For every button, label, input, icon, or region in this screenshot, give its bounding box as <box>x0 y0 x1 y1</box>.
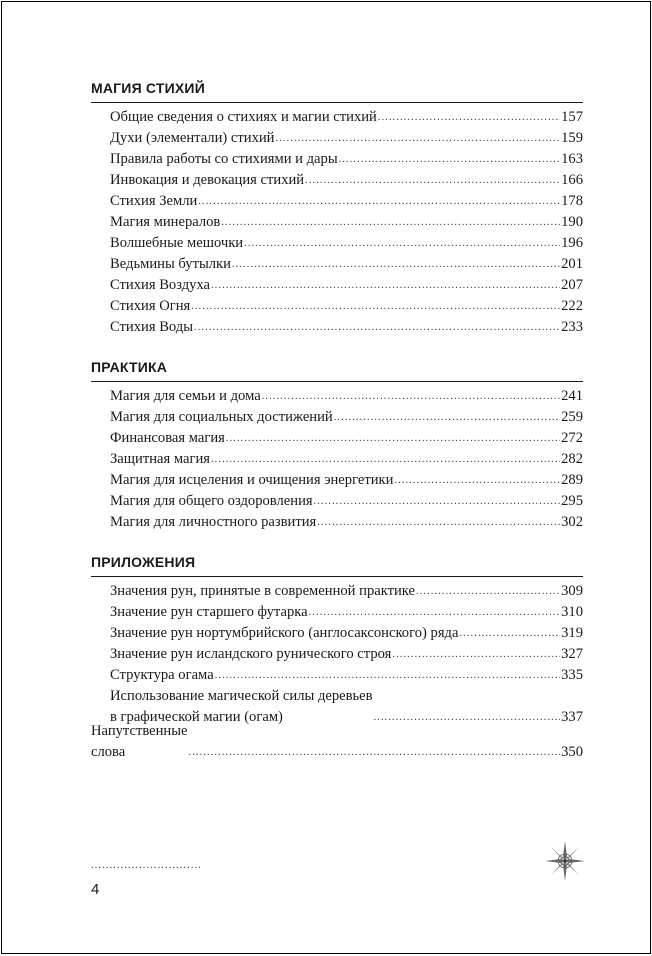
toc-entry-page: 282 <box>561 451 583 467</box>
table-of-contents <box>91 77 583 763</box>
toc-entry-page: 319 <box>561 625 583 641</box>
toc-entry-page: 241 <box>561 388 583 404</box>
toc-entry[interactable] <box>91 386 583 407</box>
toc-entry-label: Общие сведения о стихиях и магии стихий <box>110 109 377 125</box>
dot-leader <box>189 748 561 758</box>
footer-dot-rule: .............................. <box>91 860 202 871</box>
page-number: 4 <box>91 881 100 898</box>
dot-leader <box>191 302 560 312</box>
toc-entry-page: 295 <box>561 493 583 509</box>
toc-entry-label: Напутственные слова <box>91 723 188 760</box>
dot-leader <box>262 392 560 402</box>
toc-entry[interactable] <box>91 623 583 644</box>
toc-entry-label: Стихия Огня <box>110 298 191 314</box>
book-page <box>1 1 651 954</box>
toc-entry[interactable] <box>91 149 583 170</box>
toc-entry-label: Магия для исцеления и очищения энергетики <box>110 472 394 488</box>
toc-entry[interactable] <box>91 581 583 602</box>
dot-leader <box>416 587 560 597</box>
dot-leader <box>378 113 560 123</box>
toc-entry[interactable] <box>91 449 583 470</box>
dot-leader <box>244 239 560 249</box>
dot-leader <box>339 155 560 165</box>
dot-leader <box>374 713 561 723</box>
toc-entry[interactable] <box>91 665 583 686</box>
compass-rose-icon <box>544 840 586 882</box>
toc-entry-label: Магия для общего оздоровления <box>110 493 313 509</box>
dot-leader <box>334 413 560 423</box>
toc-entry-page: 335 <box>561 667 583 683</box>
dot-leader <box>232 260 560 270</box>
section-rule <box>91 576 583 577</box>
toc-entry[interactable] <box>91 317 583 338</box>
toc-entry[interactable] <box>91 212 583 233</box>
dot-leader <box>211 455 560 465</box>
toc-entry[interactable] <box>91 644 583 665</box>
toc-entry[interactable] <box>91 602 583 623</box>
toc-entry[interactable] <box>91 254 583 275</box>
toc-entry[interactable] <box>91 407 583 428</box>
dot-leader <box>221 218 560 228</box>
toc-entry-label: Стихия Земли <box>110 193 198 209</box>
toc-entry-label: Магия для личностного развития <box>110 514 317 530</box>
dot-leader <box>215 671 560 681</box>
toc-entry-page: 302 <box>561 514 583 530</box>
toc-entry-page: 196 <box>561 235 583 251</box>
toc-entry-label: Стихия Воды <box>110 319 194 335</box>
toc-entry-page: 163 <box>561 151 583 167</box>
toc-entry[interactable] <box>91 275 583 296</box>
toc-entry-label: Магия минералов <box>110 214 221 230</box>
dot-leader <box>309 608 561 618</box>
toc-entry-page: 178 <box>561 193 583 209</box>
toc-entry-page: 233 <box>561 319 583 335</box>
toc-entry-page: 201 <box>561 256 583 272</box>
section-title: ПРИЛОЖЕНИЯ <box>91 554 196 570</box>
toc-entry-page: 166 <box>561 172 583 188</box>
dot-leader <box>459 629 560 639</box>
toc-entry-label: Стихия Воздуха <box>110 277 211 293</box>
toc-entry[interactable] <box>91 470 583 491</box>
toc-entry-page: 190 <box>561 214 583 230</box>
toc-entry-label: Значение рун старшего футарка <box>110 604 308 620</box>
toc-entry-label: Инвокация и девокация стихий <box>110 172 305 188</box>
toc-entry-label: Финансовая магия <box>110 430 225 446</box>
toc-entry[interactable] <box>91 491 583 512</box>
section-rule <box>91 381 583 382</box>
toc-entry-label: Магия для социальных достижений <box>110 409 333 425</box>
toc-entry-closing[interactable] <box>91 723 583 763</box>
toc-entry-label: Защитная магия <box>110 451 210 467</box>
toc-entry-label: Использование магической силы деревьев в графической магии (огам) <box>110 688 373 725</box>
toc-entry[interactable] <box>91 296 583 317</box>
toc-entry[interactable] <box>91 128 583 149</box>
dot-leader <box>276 134 561 144</box>
toc-entry-page: 309 <box>561 583 583 599</box>
toc-entry-page: 327 <box>561 646 583 662</box>
dot-leader <box>305 176 560 186</box>
section-title: ПРАКТИКА <box>91 359 168 375</box>
toc-entry-page: 222 <box>561 298 583 314</box>
dot-leader <box>394 476 560 486</box>
toc-entry-page: 350 <box>561 744 583 760</box>
toc-entry-page: 272 <box>561 430 583 446</box>
toc-entry-page: 337 <box>561 709 583 725</box>
toc-entry-label: Духи (элементали) стихий <box>110 130 275 146</box>
toc-entry-page: 289 <box>561 472 583 488</box>
dot-leader <box>198 197 560 207</box>
section-rule <box>91 102 583 103</box>
toc-entry-page: 207 <box>561 277 583 293</box>
toc-entry-label: Волшебные мешочки <box>110 235 244 251</box>
toc-entry-page: 259 <box>561 409 583 425</box>
toc-entry-label: Значение рун нортумбрийского (англосаксонского) ряда <box>110 625 459 641</box>
toc-entry-label: Значения рун, принятые в современной практике <box>110 583 416 599</box>
toc-entry[interactable] <box>91 233 583 254</box>
toc-entry-page: 310 <box>561 604 583 620</box>
section-title: МАГИЯ СТИХИЙ <box>91 80 205 96</box>
toc-entry-page: 159 <box>561 130 583 146</box>
dot-leader <box>392 650 560 660</box>
toc-entry-label: Магия для семьи и дома <box>110 388 261 404</box>
toc-entry[interactable] <box>91 107 583 128</box>
toc-entry-label: Структура огама <box>110 667 214 683</box>
toc-entry[interactable] <box>91 428 583 449</box>
toc-entry-label: Значение рун исландского рунического строя <box>110 646 392 662</box>
dot-leader <box>194 323 560 333</box>
dot-leader <box>314 497 561 507</box>
toc-entry-page: 157 <box>561 109 583 125</box>
dot-leader <box>226 434 560 444</box>
dot-leader <box>317 518 560 528</box>
toc-entry[interactable] <box>91 191 583 212</box>
toc-entry-label: Ведьмины бутылки <box>110 256 231 272</box>
toc-entry-label: Правила работы со стихиями и дары <box>110 151 338 167</box>
dot-leader <box>211 281 560 291</box>
toc-entry[interactable] <box>91 170 583 191</box>
toc-entry[interactable] <box>91 512 583 533</box>
